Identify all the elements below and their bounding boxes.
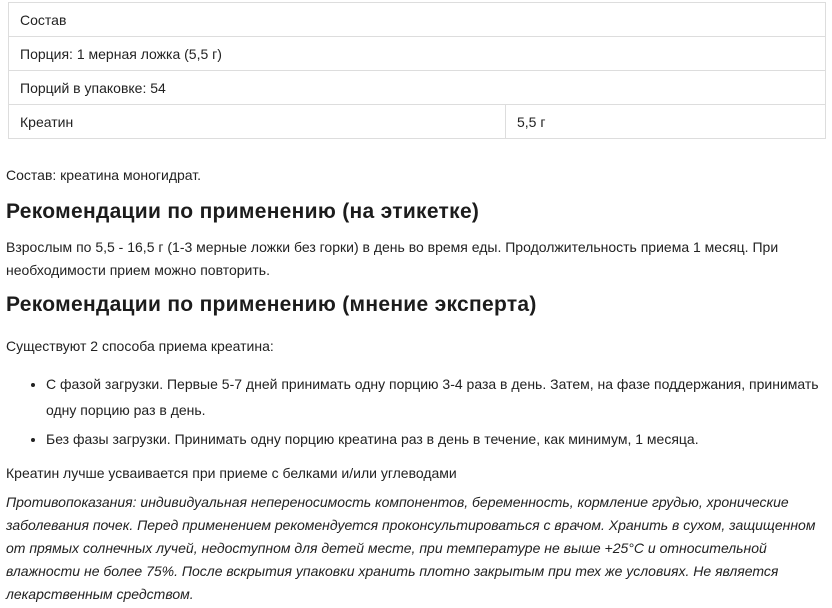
table-row <box>9 3 826 37</box>
composition-text: Состав: креатина моногидрат. <box>6 167 202 183</box>
table-cell-label: Состав <box>9 3 826 37</box>
table-row <box>9 71 826 105</box>
table-row <box>9 105 826 139</box>
table-cell-value: 5,5 г <box>506 105 826 139</box>
absorption-note: Креатин лучше усваивается при приеме с белками и/или углеводами <box>6 465 457 481</box>
table-cell-label: Порция: 1 мерная ложка (5,5 г) <box>9 37 826 71</box>
intake-methods-intro: Существуют 2 способа приема креатина: <box>6 338 274 354</box>
label-recommendations-text: Взрослым по 5,5 - 16,5 г (1-3 мерные ложки без горки) в день во время еды. Продолжительность приема 1 месяц. При необходимости прием можно повторить. <box>6 239 779 278</box>
contraindications-text: Противопоказания: индивидуальная непереносимость компонентов, беременность, кормление грудью, хронические заболевания почек. Перед применением рекомендуется проконсультироваться с врачом. Хранить в сухом, защищенном от прямых солнечных лучей, недоступном для детей месте, при температуре не выше +25°C и относительной влажности не более 75%. После вскрытия упаковки хранить плотно закрытым при тех же условиях. Не является лекарственным средством. <box>6 494 816 602</box>
table-cell-label: Порций в упаковке: 54 <box>9 71 826 105</box>
composition-table <box>8 2 826 139</box>
table-cell-label: Креатин <box>9 105 506 139</box>
table-row <box>9 37 826 71</box>
section-heading-expert-recommendations: Рекомендации по применению (мнение эксперта) <box>6 293 537 316</box>
section-heading-label-recommendations: Рекомендации по применению (на этикетке) <box>6 200 480 223</box>
intake-methods-list <box>26 371 832 455</box>
list-item: • С фазой загрузки. Первые 5-7 дней принимать одну порцию 3-4 раза в день. Затем, на фазе поддержания, принимать одну порцию раз в день. <box>46 371 832 423</box>
list-item: • Без фазы загрузки. Принимать одну порцию креатина раз в день в течение, как минимум, 1 месяца. <box>46 426 832 452</box>
